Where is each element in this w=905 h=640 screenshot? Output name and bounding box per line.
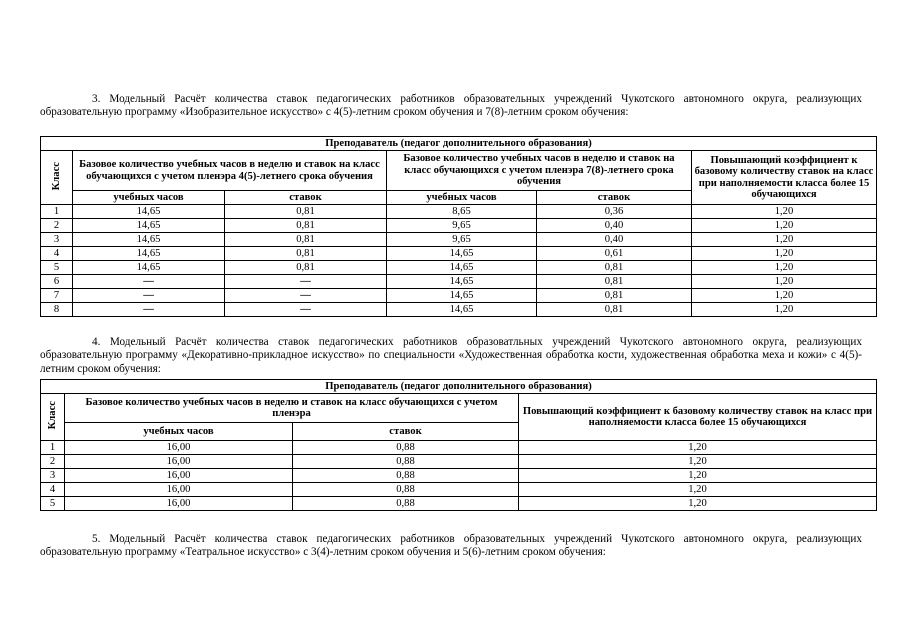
cell-coefficient: 1,20 [692,205,877,219]
cell-coefficient: 1,20 [692,303,877,317]
cell-coefficient: 1,20 [692,261,877,275]
subheader-rates: ставок [225,191,387,205]
cell-hours-7-8: 8,65 [387,205,537,219]
table-row [41,219,877,233]
cell-hours-7-8: 14,65 [387,275,537,289]
table-row [41,247,877,261]
table-title: Преподаватель (педагог дополнительного образования) [41,137,877,151]
cell-coefficient: 1,20 [692,219,877,233]
cell-class: 7 [41,289,73,303]
cell-class: 1 [41,205,73,219]
cell-hours-7-8: 14,65 [387,303,537,317]
cell-coefficient: 1,20 [519,483,877,497]
cell-class: 3 [41,469,65,483]
cell-coefficient: 1,20 [692,275,877,289]
cell-rates: 0,88 [293,469,519,483]
class-header: Класс [46,401,58,430]
cell-rates-7-8: 0,81 [537,289,692,303]
table-row [41,441,877,455]
cell-rates-4-5: 0,81 [225,233,387,247]
coefficient-header: Повышающий коэффициент к базовому количеству ставок на класс при наполняемости класса более 15 обучающихся [519,394,877,441]
cell-class: 5 [41,261,73,275]
cell-coefficient: 1,20 [692,289,877,303]
cell-coefficient: 1,20 [519,497,877,511]
cell-rates-4-5: 0,81 [225,205,387,219]
subheader-hours: учебных часов [73,191,225,205]
cell-hours-7-8: 14,65 [387,261,537,275]
class-header: Класс [50,161,62,190]
cell-rates-4-5: — [225,303,387,317]
table-row [41,303,877,317]
cell-hours-4-5: — [73,303,225,317]
paragraph-3 [40,93,862,120]
cell-hours-7-8: 14,65 [387,289,537,303]
subheader-hours: учебных часов [387,191,537,205]
class-header-cell [41,151,73,205]
table-row [41,469,877,483]
cell-rates-7-8: 0,81 [537,261,692,275]
coefficient-header: Повышающий коэффициент к базовому количеству ставок на класс при наполняемости класса более 15 обучающихся [692,151,877,205]
table-row [41,275,877,289]
cell-hours-4-5: 14,65 [73,205,225,219]
table-row [41,483,877,497]
cell-hours-4-5: 14,65 [73,219,225,233]
cell-coefficient: 1,20 [692,247,877,261]
cell-hours: 16,00 [65,441,293,455]
group-4-5-header: Базовое количество учебных часов в неделю и ставок на класс обучающихся с учетом пленэра 4(5)-летнего срока обучения [73,151,387,191]
cell-rates: 0,88 [293,497,519,511]
cell-coefficient: 1,20 [519,455,877,469]
cell-class: 5 [41,497,65,511]
paragraph-4 [40,336,862,376]
paragraph-3-text: 3. Модельный Расчёт количества ставок педагогических работников образовательных учреждений Чукотского автономного округа, реализующих образовательную программу «Изобразительное искусство» с 4(5)-летним сроком обучения и 7(8)-летним сроком обучения: [40,93,862,119]
cell-hours: 16,00 [65,483,293,497]
cell-class: 8 [41,303,73,317]
cell-coefficient: 1,20 [692,233,877,247]
cell-rates: 0,88 [293,441,519,455]
cell-rates-7-8: 0,40 [537,219,692,233]
cell-hours-7-8: 14,65 [387,247,537,261]
paragraph-4-text: 4. Модельный Расчёт количества ставок педагогических работников образоватльных учреждений Чукотского автономного округа, реализующих образовательную программу «Декоративно-прикладное искусство» по специальности «Художественная обработка кости, художественная обработка меха и кожи» с 4(5)-летним сроком обучения: [40,336,862,375]
cell-rates-7-8: 0,81 [537,303,692,317]
cell-rates-4-5: 0,81 [225,247,387,261]
table-decorative-arts [40,379,877,511]
cell-rates-4-5: 0,81 [225,261,387,275]
cell-rates-7-8: 0,36 [537,205,692,219]
cell-hours: 16,00 [65,469,293,483]
table-row [41,261,877,275]
cell-coefficient: 1,20 [519,469,877,483]
cell-rates-7-8: 0,81 [537,275,692,289]
cell-hours: 16,00 [65,455,293,469]
cell-class: 2 [41,219,73,233]
subheader-rates: ставок [293,423,519,441]
cell-class: 2 [41,455,65,469]
paragraph-5 [40,533,862,560]
cell-hours-4-5: — [73,275,225,289]
subheader-rates: ставок [537,191,692,205]
cell-hours-4-5: — [73,289,225,303]
cell-rates: 0,88 [293,483,519,497]
cell-class: 3 [41,233,73,247]
cell-hours: 16,00 [65,497,293,511]
cell-rates-4-5: — [225,275,387,289]
cell-hours-7-8: 9,65 [387,219,537,233]
table-row [41,205,877,219]
paragraph-5-text: 5. Модельный Расчёт количества ставок педагогических работников образовательных учреждений Чукотского автономного округа, реализующих образовательную программу «Театральное искусство» с 3(4)-летним сроком обучения и 5(6)-летним сроком обучения: [40,533,862,559]
cell-hours-4-5: 14,65 [73,261,225,275]
table-row [41,233,877,247]
table-row [41,497,877,511]
cell-rates-7-8: 0,40 [537,233,692,247]
cell-coefficient: 1,20 [519,441,877,455]
cell-rates-7-8: 0,61 [537,247,692,261]
table-fine-arts [40,136,877,317]
cell-class: 1 [41,441,65,455]
table-title: Преподаватель (педагог дополнительного образования) [41,380,877,394]
class-header-cell [41,394,65,441]
cell-hours-4-5: 14,65 [73,233,225,247]
group-header: Базовое количество учебных часов в неделю и ставок на класс обучающихся с учетом пленэра [65,394,519,423]
subheader-hours: учебных часов [65,423,293,441]
cell-class: 4 [41,247,73,261]
cell-hours-7-8: 9,65 [387,233,537,247]
cell-hours-4-5: 14,65 [73,247,225,261]
cell-rates-4-5: — [225,289,387,303]
group-7-8-header: Базовое количество учебных часов в неделю и ставок на класс обучающихся с учетом пленэра 7(8)-летнего срока обучения [387,151,692,191]
cell-class: 4 [41,483,65,497]
cell-rates-4-5: 0,81 [225,219,387,233]
cell-class: 6 [41,275,73,289]
table-row [41,455,877,469]
table-row [41,289,877,303]
cell-rates: 0,88 [293,455,519,469]
